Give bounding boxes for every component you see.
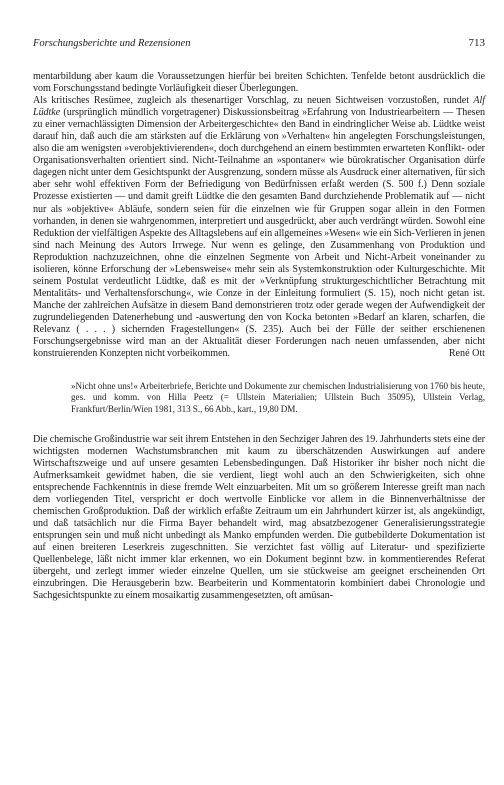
review2-paragraph-1: Die chemische Großindustrie war seit ihrem Entstehen in den Sechziger Jahren des 19. Jahrhunderts stets eine der wichtigsten modernen Wachstumsbranchen mit kaum zu überschätzenden Auswirkungen auf andere Wirtschaftszweige und auf unsere gesamten Lebensbedingungen. Daß Historiker ihr bisher noch nicht die Aufmerksamkeit gewidmet haben, die sie verdient, liegt wohl auch an den Schwierigkeiten, sich ohne entsprechende Fachkenntnis in diese fremde Welt einzuarbeiten. Mit um so größerem Interesse greift man nach dem vorliegenden Titel, verspricht er doch wertvolle Einblicke vor allem in die Binnenverhältnisse der chemischen Großproduktion. Daß der wirklich erfaßte Zeitraum um ein Jahrhundert kürzer ist, als angekündigt, und daß tatsächlich nur die Firma Bayer behandelt wird, mag absatzbezogener Generalisierungsstrategie entsprungen sein und muß nicht unbedingt als Manko empfunden werden. Die gutbebilderte Dokumentation ist auf einen breiteren Leserkreis zugeschnitten. Sie verzichtet fast völlig auf Literatur- und spezifizierte Quellenbelege, läßt nicht immer klar erkennen, wo ein Dokument beginnt bzw. in kommentierendes Referat übergeht, und zerlegt immer wieder einzelne Quellen, um sie stückweise am geeignet erscheinenden Ort einzubringen. Die Herausgeberin bzw. Bearbeiterin und Kommentatorin kombiniert dabei Chronologie und Sachgesichtspunkte zu einem mosaikartig zusammengesetzten, oft amüsan-	[33, 433, 485, 602]
review1-paragraph-1: mentarbildung aber kaum die Voraussetzungen hierfür bei breiten Schichten. Tenfelde betont ausdrücklich die vom Forschungsstand bedingte Vorläufigkeit dieser Überlegungen.	[33, 71, 485, 95]
reviewer-signature: René Ott	[448, 348, 485, 360]
p2-rest: (ursprünglich mündlich vorgetragener) Diskussionsbeitrag »Erfahrung von Industriearbeitern — Thesen zu einer vernachlässigten Dimension der Arbeitergeschichte« den Band in eindringlicher Weise ab. Lüdtke weist darauf hin, daß auch die am stärksten auf die Erklärung von »Verhalten« hin angelegten Forschungsleistungen, also die am wenigsten »verobjektivierenden«, doch durchgehend an einem bestimmten erwarteten Konflikt- oder Organisationsverhalten orientiert sind. Nicht-Teilnahme an »spontaner« wie bürokratischer Organisation dürfe dagegen nicht unter dem Gesichtspunkt der Ausgrenzung, sondern müsse als Ausdruck einer alternativen, für sich aber sehr wohl effektiven Form der Befriedigung von Bedürfnissen erfaßt werden (S. 500 f.) Denn soziale Prozesse existierten — und damit greift Lüdtke die den gesamten Band durchziehende Problematik auf — nicht nur als »objektive« Abläufe, sondern seien für die einzelnen wie für Gruppen sogar allein in den Formen vorhanden, in denen sie wahrgenommen, interpretiert und ausgedrückt, aber auch verdrängt würden. Sowohl eine Reduktion der vielfältigen Aspekte des Alltagslebens auf ein allgemeines »Wesen« wie ein Sich-Verlieren in jenen sind nach Meinung des Autors Irrwege. Nur wenn es gelinge, den Zusammenhang von Produktion und Reproduktion nachzuzeichnen, ohne die einzelnen Segmente von Arbeit und Nicht-Arbeit voneinander zu isolieren, könne Erforschung der »Lebensweise« mehr sein als Systemkonstruktion oder Kulturgeschichte. Mit seinem Postulat verdeutlicht Lüdtke, daß es mit der »Verknüpfung strukturgeschichtlicher Betrachtung mit Mentalitäts- und Verhaltensforschung«, wie Conze in der Einleitung formuliert (S. 15), noch nicht getan ist. Manche der zahlreichen Aufsätze in diesem Band demonstrieren trotz oder gerade wegen der Aufwendigkeit der zugrundeliegenden Datenerhebung und -auswertung den von Kocka betonten »Bedarf an klaren, scharfen, die Relevanz ( . . . ) sichernden Fragestellungen« (S. 235). Auch bei der Fülle der seither erschienenen Forschungsergebnisse wird man an der Aktualität dieser Forderungen nach neuen umfassenden, aber nicht konstruierenden Konzepten nicht vorbeikommen.	[33, 107, 485, 360]
p2-start: Als kritisches Resümee, zugleich als thesenartiger Vorschlag, zu neuen Sichtweisen vorzustoßen, rundet	[33, 95, 474, 107]
author-name: Alf Lüdtke	[33, 95, 485, 119]
page-number: 713	[468, 37, 485, 49]
running-header	[33, 37, 485, 51]
section-title: Forschungsberichte und Rezensionen	[33, 38, 191, 49]
page	[33, 37, 485, 602]
book-citation: »Nicht ohne uns!« Arbeiterbriefe, Berichte und Dokumente zur chemischen Industrialisierung von 1760 bis heute, ges. und komm. von Hilla Peetz (= Ullstein Materialien; Ullstein Buch 35095), Ullstein Verlag, Frankfurt/Berlin/Wien 1981, 313 S., 66 Abb., kart., 19,80 DM.	[71, 381, 485, 414]
review1-paragraph-2	[33, 95, 485, 360]
